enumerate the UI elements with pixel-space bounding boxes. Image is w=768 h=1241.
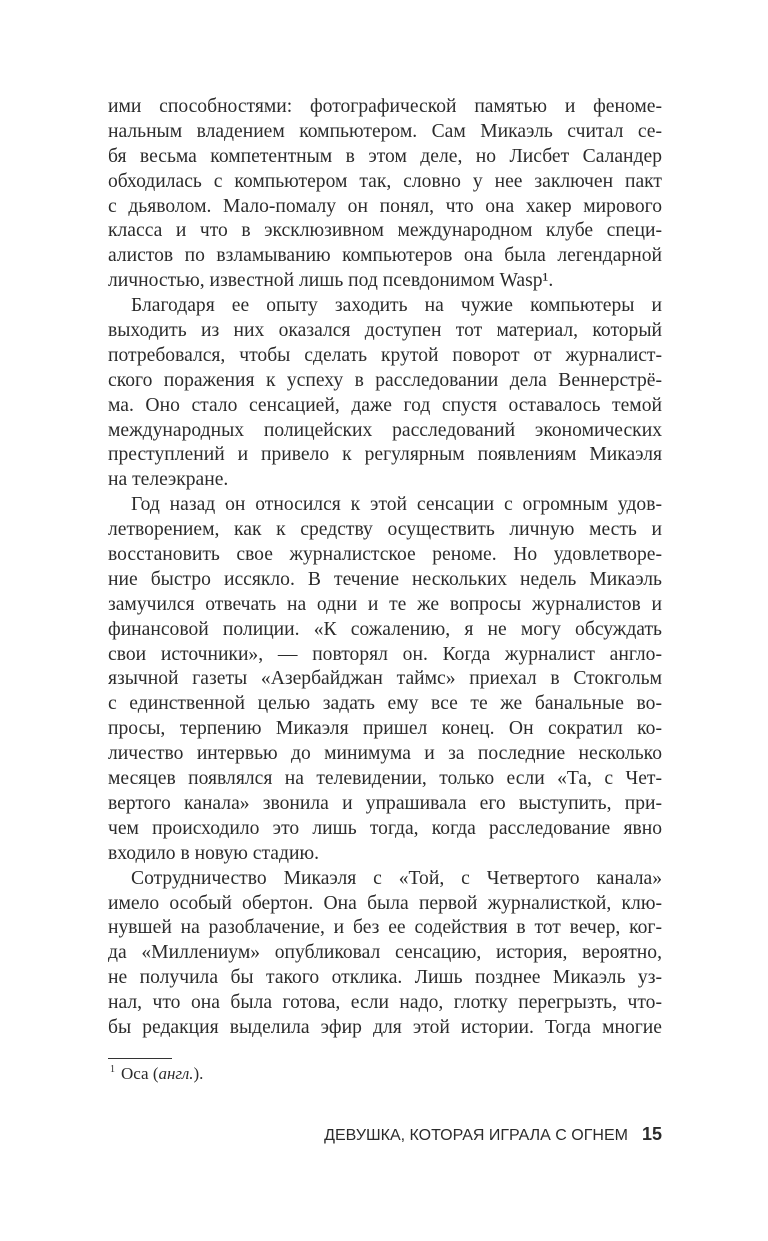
text-line: свои источники», — повторял он. Когда журналист англо- [108, 643, 662, 665]
text-line: личество интервью до минимума и за последние несколько [108, 743, 662, 765]
text-line: ими способностями: фотографической памятью и феноме- [108, 96, 662, 117]
text-line: входило в новую стадию. [108, 842, 319, 864]
text-line: Благодаря ее опыту заходить на чужие компьютеры и [131, 295, 662, 317]
text-line: язычной газеты «Азербайджан таймс» приехал в Стокгольм [108, 668, 662, 690]
paragraph [108, 95, 662, 294]
paragraph [108, 294, 662, 493]
text-line: замучился отвечать на одни и те же вопросы журналистов и [108, 593, 662, 615]
footnote-italic: англ. [158, 1064, 194, 1083]
text-line: потребовался, чтобы сделать крутой поворот от журналист- [108, 344, 662, 366]
text-line: Сотрудничество Микаэля с «Той, с Четвертого канала» [131, 867, 662, 889]
text-line: личностью, известной лишь под псевдонимом Wasp¹. [108, 270, 554, 292]
text-line: с дьяволом. Мало-помалу он понял, что она хакер мирового [108, 195, 662, 217]
text-line: нальным владением компьютером. Сам Микаэль считал се- [108, 120, 662, 142]
text-line: просы, терпению Микаэля пришел конец. Он сократил ко- [108, 718, 662, 740]
text-line: ма. Оно стало сенсацией, даже год спустя оставалось темой [108, 394, 662, 416]
text-line: вертого канала» звонила и упрашивала его выступить, при- [108, 792, 662, 814]
text-line: нувшей на разоблачение, и без ее содействия в тот вечер, ког- [108, 917, 662, 939]
text-line: ского поражения к успеху в расследовании дела Веннерстрё- [108, 369, 662, 391]
text-line: ние быстро иссякло. В течение нескольких недель Микаэль [108, 568, 662, 590]
footnote-text: Оса ( [121, 1064, 159, 1083]
text-line: чем происходило это лишь тогда, когда расследование явно [108, 817, 662, 839]
text-line: не получила бы такого отклика. Лишь позднее Микаэль уз- [108, 967, 662, 989]
text-line: алистов по взламыванию компьютеров она была легендарной [108, 245, 662, 267]
text-line: выходить из них оказался доступен тот материал, который [108, 320, 662, 342]
text-line: имело особый обертон. Она была первой журналисткой, клю- [108, 892, 662, 914]
text-line: финансовой полиции. «К сожалению, я не могу обсуждать [108, 618, 662, 640]
text-line: преступлений и привело к регулярным появлениям Микаэля [108, 444, 662, 466]
text-line: месяцев появлялся на телевидении, только если «Та, с Чет- [108, 768, 662, 790]
text-line: бы редакция выделила эфир для этой истории. Тогда многие [108, 1016, 662, 1038]
text-line: класса и что в эксклюзивном международном клубе специ- [108, 220, 662, 242]
text-line: да «Миллениум» опубликовал сенсацию, история, вероятно, [108, 942, 662, 964]
footnote [110, 1064, 203, 1084]
text-line: нал, что она была готова, если надо, глотку перегрызть, что- [108, 992, 662, 1014]
footnote-marker: 1 [110, 1064, 115, 1076]
page-number: 15 [641, 1124, 662, 1144]
text-line: обходилась с компьютером так, словно у нее заключен пакт [108, 170, 662, 192]
text-line: на телеэкране. [108, 469, 229, 491]
text-line: с единственной целью задать ему все те же банальные во- [108, 693, 662, 715]
text-line: летворением, как к средству осуществить личную месть и [108, 519, 662, 541]
running-footer [324, 1124, 662, 1145]
text-line: восстановить свое журналистское реноме. Но удовлетворе- [108, 544, 662, 566]
paragraph [108, 493, 662, 866]
body-text [108, 95, 662, 1041]
text-line: международных полицейских расследований экономических [108, 419, 662, 441]
book-title: ДЕВУШКА, КОТОРАЯ ИГРАЛА С ОГНЕМ [324, 1127, 628, 1144]
footnote-divider [108, 1058, 172, 1059]
text-line: Год назад он относился к этой сенсации с огромным удов- [131, 494, 662, 516]
paragraph [108, 867, 662, 1041]
footnote-tail: ). [193, 1064, 204, 1083]
text-line: бя весьма компетентным в этом деле, но Лисбет Саландер [108, 145, 662, 167]
